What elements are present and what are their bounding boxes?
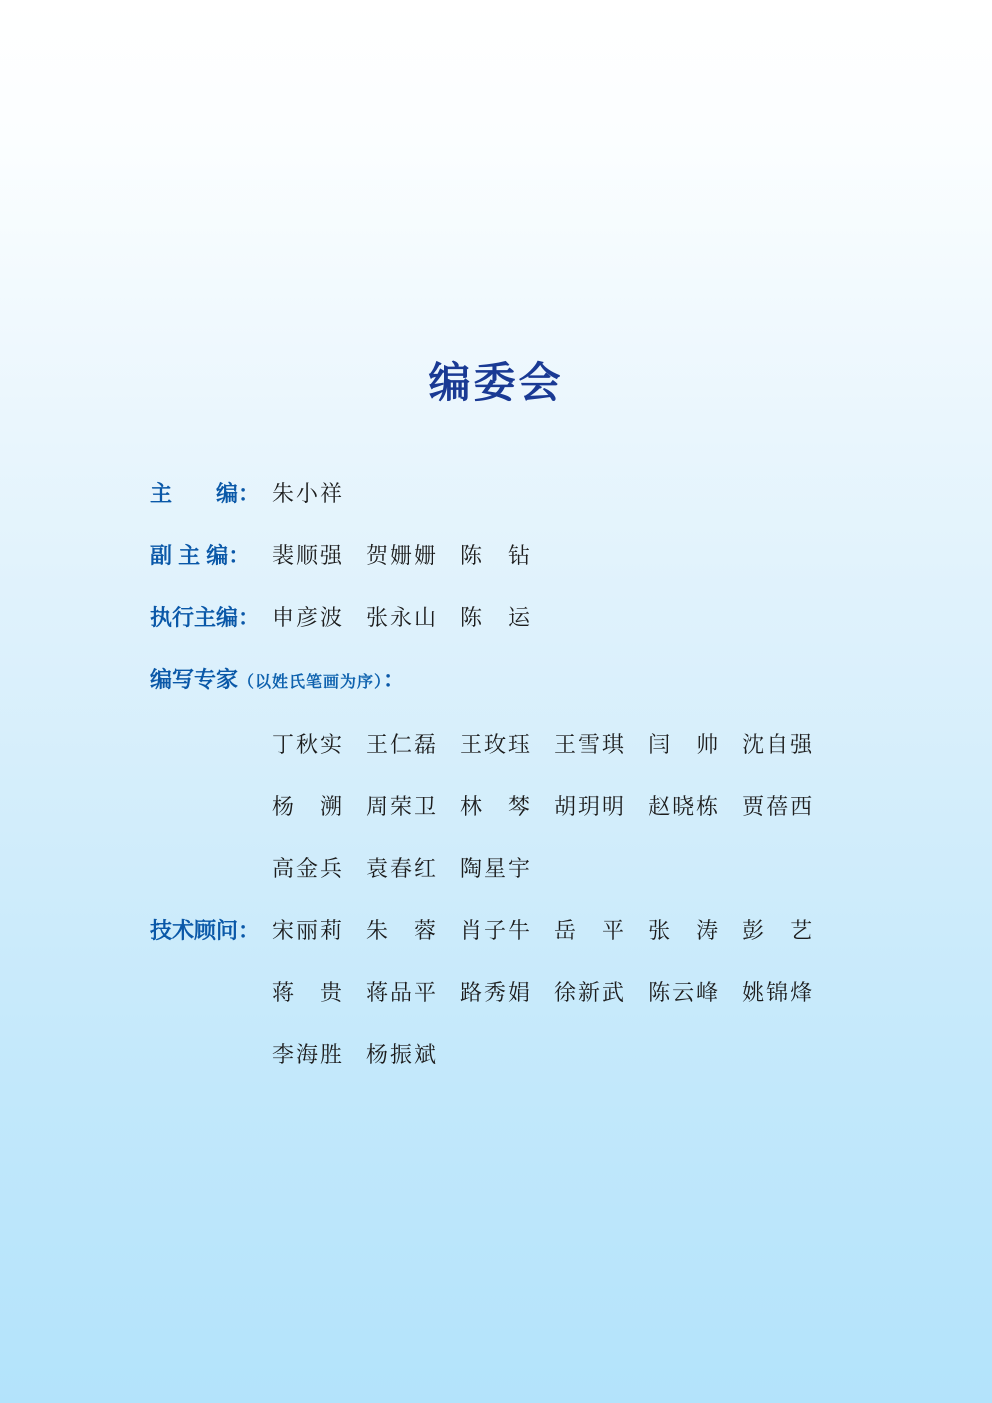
chief-editor-label: 主 编：	[150, 481, 261, 506]
person-name: 丁秋实	[272, 732, 345, 757]
person-name: 王仁磊	[366, 732, 439, 757]
row-executive-editor	[150, 602, 922, 664]
sorting-note: （以姓氏笔画为序）	[238, 674, 384, 691]
person-name: 朱小祥	[272, 481, 345, 506]
person-name: 袁春红	[366, 856, 439, 881]
person-name: 林 棽	[460, 794, 533, 819]
row-writing-experts	[150, 664, 922, 885]
person-name: 陈 运	[460, 605, 533, 630]
experts-line-2	[272, 791, 922, 823]
person-name: 高金兵	[272, 856, 345, 881]
writing-experts-colon: ：	[383, 667, 406, 692]
experts-line-3	[272, 853, 922, 885]
person-name: 王玫珏	[460, 732, 533, 757]
executive-editor-label: 执行主编：	[150, 605, 261, 630]
person-name: 徐新武	[554, 980, 627, 1005]
technical-advisors-label: 技术顾问：	[150, 918, 261, 943]
advisors-header-row	[150, 915, 922, 977]
person-name: 宋丽莉	[272, 918, 345, 943]
person-name: 路秀娟	[460, 980, 533, 1005]
advisors-line-3	[272, 1039, 922, 1071]
person-name: 贾蓓西	[742, 794, 815, 819]
editorial-board-list	[150, 478, 922, 1101]
person-name: 闫 帅	[648, 732, 721, 757]
person-name: 周荣卫	[366, 794, 439, 819]
person-name: 陈云峰	[648, 980, 721, 1005]
person-name: 陶星宇	[460, 856, 533, 881]
person-name: 贺姗姗	[366, 543, 439, 568]
person-name: 朱 蓉	[366, 918, 439, 943]
writing-experts-header	[150, 664, 922, 699]
writing-experts-label: 编写专家	[150, 667, 239, 692]
person-name: 蒋品平	[366, 980, 439, 1005]
row-deputy-editor	[150, 540, 922, 602]
row-chief-editor	[150, 478, 922, 540]
person-name: 杨 溯	[272, 794, 345, 819]
page-title: 编委会	[428, 359, 564, 406]
person-name: 姚锦烽	[742, 980, 815, 1005]
advisors-line-1	[272, 915, 814, 947]
deputy-editor-label: 副 主 编：	[150, 543, 251, 568]
person-name: 李海胜	[272, 1042, 345, 1067]
person-name: 张永山	[366, 605, 439, 630]
person-name: 王雪琪	[554, 732, 627, 757]
person-name: 裴顺强	[272, 543, 345, 568]
person-name: 蒋 贵	[272, 980, 345, 1005]
chief-editor-names	[272, 478, 344, 510]
deputy-editor-names	[272, 540, 532, 572]
person-name: 肖子牛	[460, 918, 533, 943]
person-name: 陈 钻	[460, 543, 533, 568]
person-name: 张 涛	[648, 918, 721, 943]
person-name: 岳 平	[554, 918, 627, 943]
person-name: 赵晓栋	[648, 794, 721, 819]
experts-line-1	[272, 729, 922, 761]
person-name: 申彦波	[272, 605, 345, 630]
person-name: 沈自强	[742, 732, 815, 757]
person-name: 彭 艺	[742, 918, 815, 943]
executive-editor-names	[272, 602, 532, 634]
person-name: 杨振斌	[366, 1042, 439, 1067]
row-technical-advisors	[150, 915, 922, 1071]
person-name: 胡玥明	[554, 794, 627, 819]
advisors-line-2	[272, 977, 922, 1009]
